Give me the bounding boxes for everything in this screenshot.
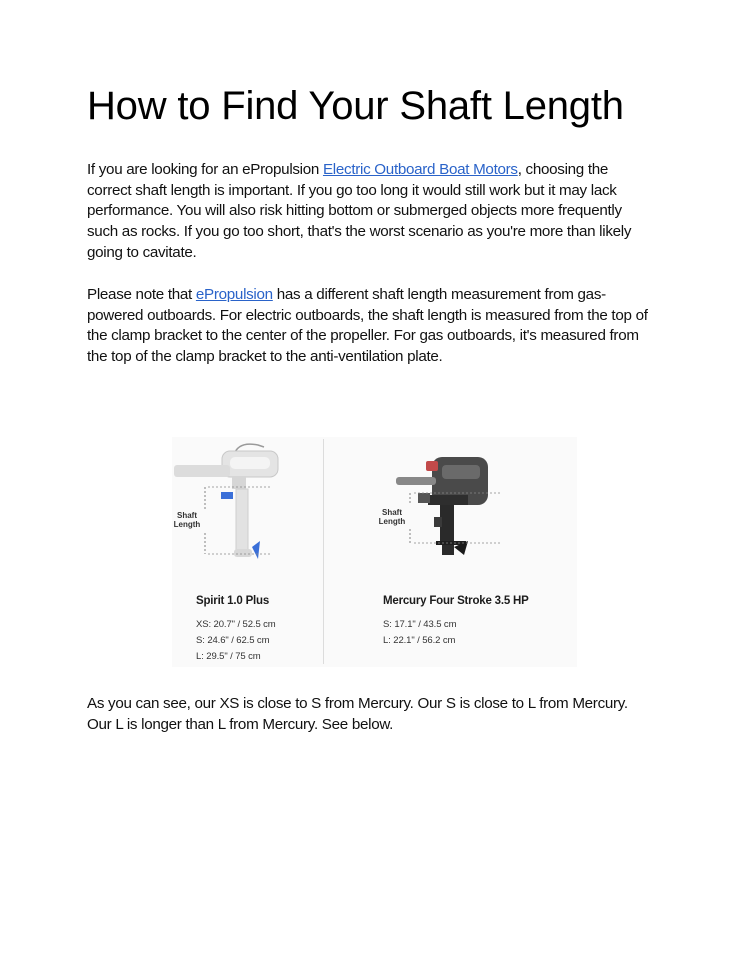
intro-paragraph: [87, 160, 653, 264]
shaft-label-line: Shaft: [177, 511, 197, 520]
left-shaft-length-label: [169, 511, 205, 529]
note-text-end: has a different shaft length measurement from gas-powered outboards. For electric outboards, the shaft length is measured from the top of the clamp bracket to the center of the propeller. For gas outboards, it's measured from the top of the clamp bracket to the anti-ventilation plate.: [87, 286, 648, 366]
intro-text-end: , choosing the correct shaft length is important. If you go too long it would still work but it may lack performance. You will also risk hitting bottom or submerged objects more frequently such as rocks. If you go too short, that's the worst scenario as you're more than likely going to cavitate.: [87, 161, 632, 261]
electric-outboard-illustration: [174, 444, 278, 559]
intro-text-start: If you are looking for an ePropulsion: [87, 161, 323, 178]
measurement-note-paragraph: [87, 285, 653, 368]
note-text-start: Please note that: [87, 286, 196, 303]
right-shaft-length-label: [374, 508, 410, 526]
shaft-comparison-figure: [172, 437, 577, 667]
figure-divider: [323, 439, 324, 664]
left-spec-xs: XS: 20.7" / 52.5 cm: [196, 619, 276, 630]
right-spec-l: L: 22.1" / 56.2 cm: [383, 635, 456, 646]
right-product-name: Mercury Four Stroke 3.5 HP: [383, 595, 529, 607]
shaft-label-line: Shaft: [382, 508, 402, 517]
outboard-illustrations: [172, 437, 577, 667]
length-label-line: Length: [173, 520, 201, 529]
right-spec-s: S: 17.1" / 43.5 cm: [383, 619, 457, 630]
left-spec-s: S: 24.6" / 62.5 cm: [196, 635, 270, 646]
gas-outboard-illustration: [396, 457, 502, 555]
left-spec-l: L: 29.5" / 75 cm: [196, 651, 261, 662]
electric-outboard-link[interactable]: Electric Outboard Boat Motors: [322, 161, 518, 178]
length-label-line: Length: [378, 517, 406, 526]
page-title: How to Find Your Shaft Length: [87, 84, 624, 128]
epropulsion-link[interactable]: ePropulsion: [195, 286, 273, 303]
left-product-name: Spirit 1.0 Plus: [196, 595, 270, 607]
comparison-paragraph: As you can see, our XS is close to S from Mercury. Our S is close to L from Mercury. Our L is longer than L from Mercury. See below.: [87, 695, 628, 733]
